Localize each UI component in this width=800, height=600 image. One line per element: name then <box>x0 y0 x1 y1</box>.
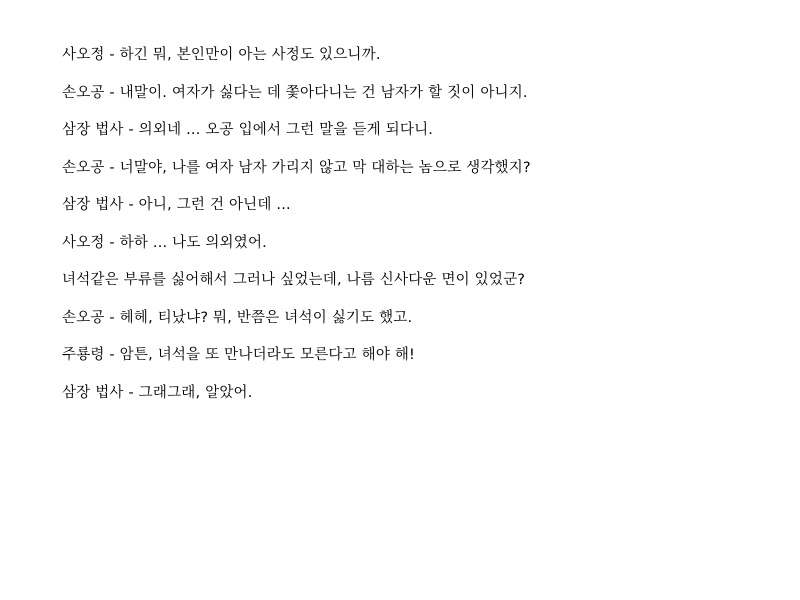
dialogue-line: 주룡령 - 암튼, 녀석을 또 만나더라도 모른다고 해야 해! <box>62 347 416 363</box>
dialogue-line: 녀석같은 부류를 싫어해서 그러나 싶었는데, 나름 신사다운 면이 있었군? <box>62 272 526 288</box>
dialogue-line: 손오공 - 내말이. 여자가 싫다는 데 쫓아다니는 건 남자가 할 짓이 아니지. <box>62 84 528 101</box>
dialogue-block <box>62 48 762 400</box>
dialogue-line: 사오정 - 하하 ... 나도 의외였어. <box>62 234 267 251</box>
dialogue-line: 사오정 - 하긴 뭐, 본인만이 아는 사정도 있으니까. <box>62 47 381 63</box>
dialogue-line: 손오공 - 헤헤, 티났냐? 뭐, 반쯤은 녀석이 싫기도 했고. <box>62 309 413 326</box>
dialogue-line: 손오공 - 너말야, 나를 여자 남자 가리지 않고 막 대하는 놈으로 생각했지? <box>62 159 531 176</box>
dialogue-line: 삼장 법사 - 의외네 ... 오공 입에서 그런 말을 듣게 되다니. <box>62 122 434 138</box>
dialogue-line: 삼장 법사 - 그래그래, 알았어. <box>62 384 253 401</box>
dialogue-line: 삼장 법사 - 아니, 그런 건 아닌데 ... <box>62 197 291 213</box>
